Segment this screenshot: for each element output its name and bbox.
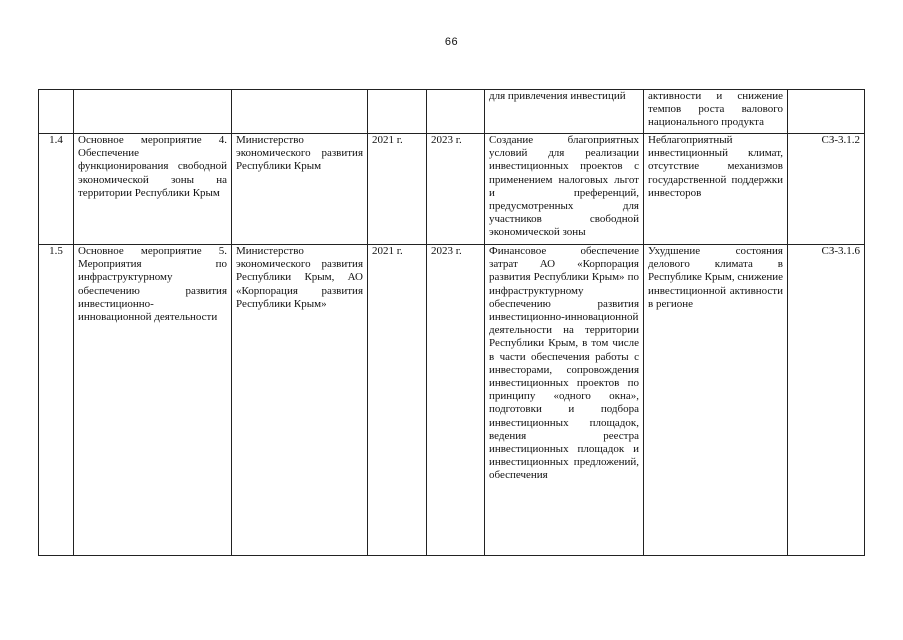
executor-name: Министерство экономического развития Республики Крым [232,134,368,245]
cell-result: для привлечения инвестиций [485,90,644,134]
end-year: 2023 г. [427,245,485,556]
end-year: 2023 г. [427,134,485,245]
indicator-code: СЗ-3.1.2 [788,134,865,245]
start-year: 2021 г. [368,134,427,245]
table-row-continuation [39,90,865,134]
cell-num [39,90,74,134]
start-year: 2021 г. [368,245,427,556]
consequence: Ухудшение состояния делового климата в Республике Крым, снижение инвестиционной активности в регионе [644,245,788,556]
measures-table [38,89,865,556]
table-row [39,245,865,556]
executor-name: Министерство экономического развития Республики Крым, АО «Корпорация развития Республики Крым» [232,245,368,556]
cell-code [788,90,865,134]
cell-activity [74,90,232,134]
activity-name: Основное мероприятие 5. Мероприятия по инфраструктурному обеспечению развития инвестиционно-инновационной деятельности [74,245,232,556]
cell-consequence: активности и снижение темпов роста валового национального продукта [644,90,788,134]
cell-end [427,90,485,134]
consequence: Неблагоприятный инвестиционный климат, отсутствие механизмов государственной поддержки инвесторов [644,134,788,245]
indicator-code: СЗ-3.1.6 [788,245,865,556]
page-number: 66 [444,36,459,48]
row-number: 1.5 [39,245,74,556]
table-row [39,134,865,245]
activity-name: Основное мероприятие 4. Обеспечение функционирования свободной экономической зоны на территории Республики Крым [74,134,232,245]
expected-result: Создание благоприятных условий для реализации инвестиционных проектов с применением налоговых льгот и преференций, предусмотренных для участников свободной экономической зоны [485,134,644,245]
cell-start [368,90,427,134]
expected-result: Финансовое обеспечение затрат АО «Корпорация развития Республики Крым» по инфраструктурному обеспечению развития инвестиционно-инновационной деятельности на территории Республики Крым, в том числе в части обеспечения работы с инвесторами, сопровождения инвестиционных проектов по принципу «одного окна», подготовки и подбора инвестиционных площадок, ведения реестра инвестиционных площадок и инвестиционных предложений, обеспечения [485,245,644,556]
cell-executor [232,90,368,134]
row-number: 1.4 [39,134,74,245]
